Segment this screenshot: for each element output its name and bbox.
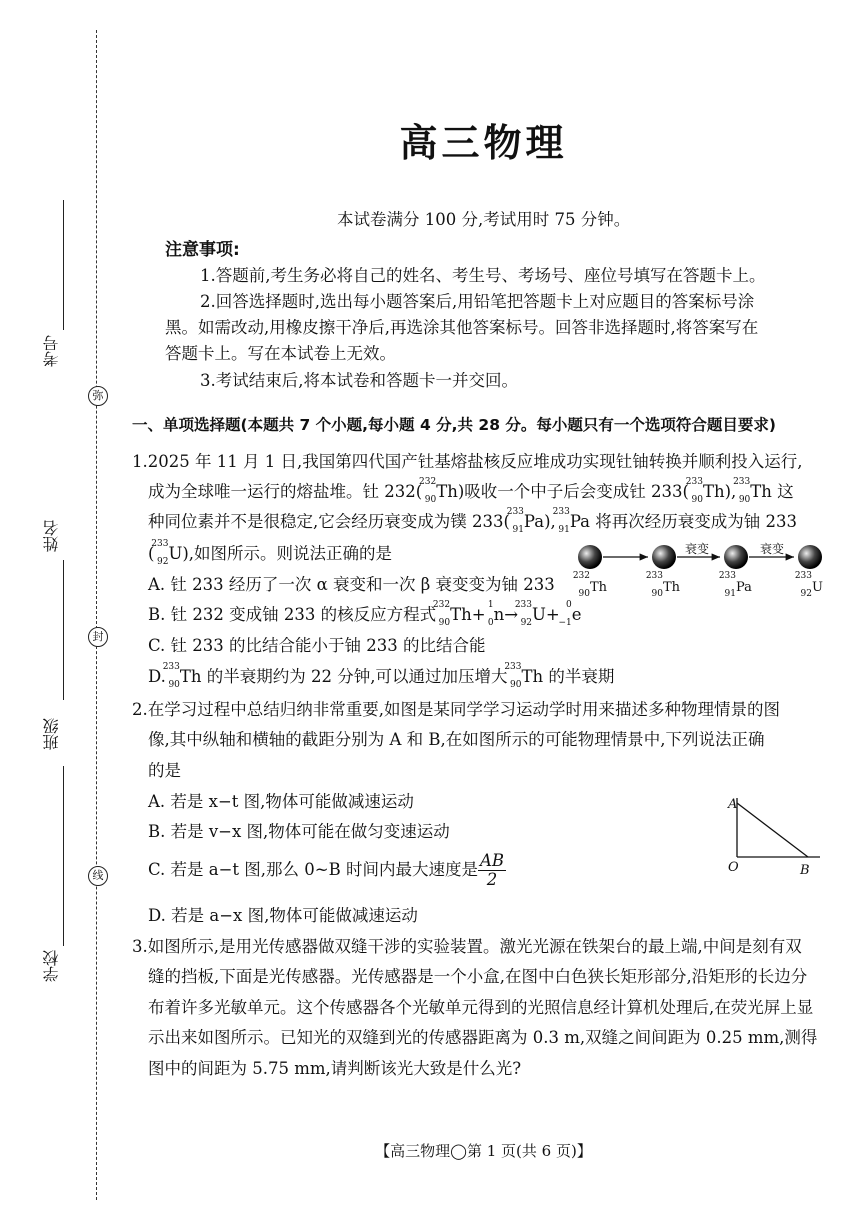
seal-feng: 封	[88, 627, 108, 647]
q3-stem-line5: 图中的间距为 5.75 mm,请判断该光大致是什么光?	[148, 1059, 522, 1078]
graph-label-a: A	[728, 797, 738, 812]
page-footer: 【高三物理◯第 1 页(共 6 页)】	[375, 1142, 592, 1160]
field-line-class	[63, 766, 64, 946]
nucleus-pa233	[724, 545, 748, 569]
section-heading: 一、单项选择题(本题共 7 个小题,每小题 4 分,共 28 分。每小题只有一个选项符合题目要求)	[132, 416, 776, 434]
q2-option-a: A. 若是 x−t 图,物体可能做减速运动	[148, 792, 414, 811]
field-line-name	[63, 560, 64, 700]
field-label-name: 姓名	[42, 520, 61, 552]
notice-item-1: 1.答题前,考生务必将自己的姓名、考生号、考场号、座位号填写在答题卡上。	[200, 266, 766, 285]
decay-label-1: 衰变	[685, 542, 710, 556]
q2-option-b: B. 若是 v−x 图,物体可能在做匀变速运动	[148, 822, 450, 841]
q1-option-c: C. 钍 233 的比结合能小于铀 233 的比结合能	[148, 636, 486, 655]
q2-option-d: D. 若是 a−x 图,物体可能做减速运动	[148, 906, 418, 925]
decay-label-2: 衰变	[760, 542, 785, 556]
q2-option-c: C. 若是 a−t 图,那么 0~B 时间内最大速度是 $\frac{AB}{2}$	[148, 851, 505, 889]
notice-item-3: 3.考试结束后,将本试卷和答题卡一并交回。	[200, 371, 518, 390]
nucleus-label-pa233: 233 91 Pa	[718, 571, 752, 599]
nucleus-u233	[798, 545, 822, 569]
nucleus-th233	[652, 545, 676, 569]
notice-item-2-cont2: 答题卡上。写在本试卷上无效。	[165, 344, 396, 363]
graph-line	[737, 803, 808, 857]
q2-stem-line1: 2.在学习过程中总结归纳非常重要,如图是某同学学习运动学时用来描述多种物理情景的图	[132, 700, 780, 719]
notice-item-2-cont: 黑。如需改动,用橡皮擦干净后,再选涂其他答案标号。回答非选择题时,将答案写在	[165, 318, 759, 337]
q1-stem-line2: 成为全球唯一运行的熔盐堆。钍 232( 232 90 Th)吸收一个中子后会变成钍 233( 233 90 Th), 233 90 Th 这	[148, 477, 794, 505]
exam-info: 本试卷满分 100 分,考试用时 75 分钟。	[337, 210, 631, 229]
nucleus-label-th233: 233 90 Th	[645, 571, 681, 599]
q1-stem-line1: 1.2025 年 11 月 1 日,我国第四代国产钍基熔盐核反应堆成功实现钍铀转换并顺利投入运行,	[132, 452, 803, 471]
q1-stem-line4: ( 233 92 U),如图所示。则说法正确的是	[148, 539, 393, 567]
q3-stem-line2: 缝的挡板,下面是光传感器。光传感器是一个小盒,在图中白色狭长矩形部分,沿矩形的长边分	[148, 967, 808, 986]
q2-stem-line2: 像,其中纵轴和横轴的截距分别为 A 和 B,在如图所示的可能物理情景中,下列说法正确	[148, 730, 765, 749]
graph-label-o: O	[728, 860, 739, 875]
q1-stem-line3: 种同位素并不是很稳定,它会经历衰变成为镤 233( 233 91 Pa), 233 91 Pa 将再次经历衰变成为铀 233	[148, 507, 797, 535]
nucleus-label-th232: 232 90 Th	[572, 571, 608, 599]
q1-option-d: D. 233 90 Th 的半衰期约为 22 分钟,可以通过加压增大 233 90 Th 的半衰期	[148, 662, 615, 690]
q2-stem-line3: 的是	[148, 761, 181, 780]
field-line-exam-number	[63, 200, 64, 330]
notice-item-2: 2.回答选择题时,选出每小题答案后,用铅笔把答题卡上对应题目的答案标号涂	[200, 292, 755, 311]
q3-stem-line4: 示出来如图所示。已知光的双缝到光的传感器距离为 0.3 m,双缝之间间距为 0.25 mm,测得	[148, 1028, 818, 1047]
seal-xian: 线	[88, 866, 108, 886]
field-label-exam-number: 考号	[42, 335, 61, 367]
graph-label-b: B	[800, 863, 810, 878]
nucleus-th232	[578, 545, 602, 569]
field-label-class: 班级	[42, 718, 61, 750]
nucleus-label-u233: 233 92 U	[794, 571, 823, 599]
seal-mi: 弥	[88, 386, 108, 406]
q1-option-b: B. 钍 232 变成铀 233 的核反应方程式 232 90 Th+ 1 0 n→ 233 92 U+ 0 −1 e	[148, 600, 582, 628]
binding-dashed-line	[96, 30, 97, 1200]
q3-stem-line3: 布着许多光敏单元。这个传感器各个光敏单元得到的光照信息经计算机处理后,在荧光屏上显	[148, 998, 814, 1017]
q1-option-a: A. 钍 233 经历了一次 α 衰变和一次 β 衰变变为铀 233	[148, 575, 555, 594]
notice-heading: 注意事项:	[165, 240, 240, 260]
q3-stem-line1: 3.如图所示,是用光传感器做双缝干涉的实验装置。激光光源在铁架台的最上端,中间是刻有双	[132, 937, 802, 956]
fraction-ab-over-2: $\frac{AB}{2}$	[480, 851, 505, 889]
page-title: 高三物理	[399, 121, 568, 165]
field-label-school: 学校	[42, 950, 61, 982]
